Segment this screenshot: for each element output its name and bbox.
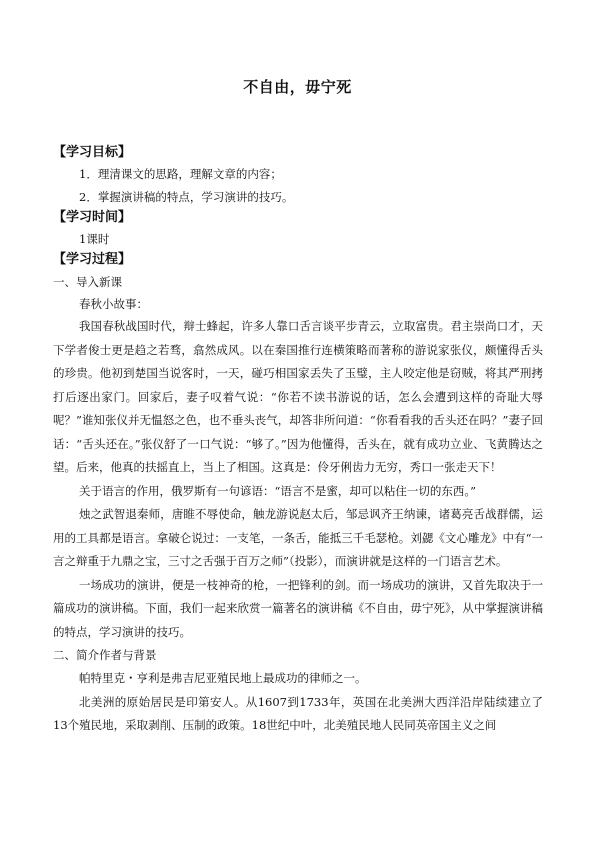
goal-item-2: 2．掌握演讲稿的特点，学习演讲的技巧。 [79, 190, 294, 204]
process-heading: 【学习过程】 [53, 252, 132, 267]
paragraph-story: 我国春秋战国时代，辩士蜂起，许多人靠口舌言谈平步青云，立取富贵。君主崇尚口才，天下学者俊士更是趋之若骛，翕然成风。以在秦国推行连横策略而著称的游说家张仪，颇懂得舌头的珍贵。他初到楚国当说客时，一天，碰巧相国家丢失了玉璧，主人咬定他是窃贼，将其严刑拷打后逐出家门。回家后，妻子叹着气说：“你若不读书游说的话，怎么会遭到这样的奇耻大辱呢？”谁知张仪并无愠怒之色，也不垂头丧气，却答非所问道：“你看看我的舌头还在吗？”妻子回话：“舌头还在。”张仪舒了一口气说：“够了。”因为他懂得，舌头在，就有成功立业、飞黄腾达之望。后来，他真的扶摇直上，当上了相国。这真是：伶牙俐齿力无穷，秀口一张走天下！ [53, 319, 543, 474]
part-2-heading: 二、简介作者与背景 [53, 648, 157, 662]
goals-heading: 【学习目标】 [53, 145, 132, 160]
paragraph-background: 北美洲的原始居民是印第安人。从1607到1733年，英国在北美洲大西洋沿岸陆续建立了13个殖民地，采取剥削、压制的政策。18世纪中叶，北美殖民地人民同英帝国主义之间 [53, 694, 543, 732]
part-1-heading: 一、导入新课 [53, 275, 122, 289]
paragraph-proverb: 关于语言的作用，俄罗斯有一句谚语：“语言不是蜜，却可以粘住一切的东西。” [79, 483, 477, 498]
paragraph-speech-intro: 一场成功的演讲，便是一枝神奇的枪，一把锋利的剑。而一场成功的演讲，又首先取决于一篇成功的演讲稿。下面，我们一起来欣赏一篇著名的演讲稿《不自由，毋宁死》，从中掌握演讲稿的特点，学习演讲的技巧。 [53, 577, 543, 639]
time-heading: 【学习时间】 [53, 210, 132, 225]
story-label: 春秋小故事： [79, 297, 148, 311]
time-value: 1课时 [79, 232, 110, 246]
paragraph-author: 帕特里克・亨利是弗吉尼亚殖民地上最成功的律师之一。 [79, 671, 367, 685]
goal-item-1: 1．理清课文的思路，理解文章的内容； [79, 167, 282, 181]
page-title: 不自由，毋宁死 [243, 78, 352, 96]
paragraph-examples: 烛之武智退秦师，唐睢不辱使命，触龙游说赵太后，邹忌讽齐王纳谏，诸葛亮舌战群儒，运用的工具都是语言。拿破仑说过：一支笔，一条舌，能抵三千毛瑟枪。刘勰《文心雕龙》中有“一言之辩重于九鼎之宝，三寸之舌强于百万之师”（投影），而演讲就是这样的一门语言艺术。 [53, 507, 543, 568]
document-body [53, 142, 543, 738]
